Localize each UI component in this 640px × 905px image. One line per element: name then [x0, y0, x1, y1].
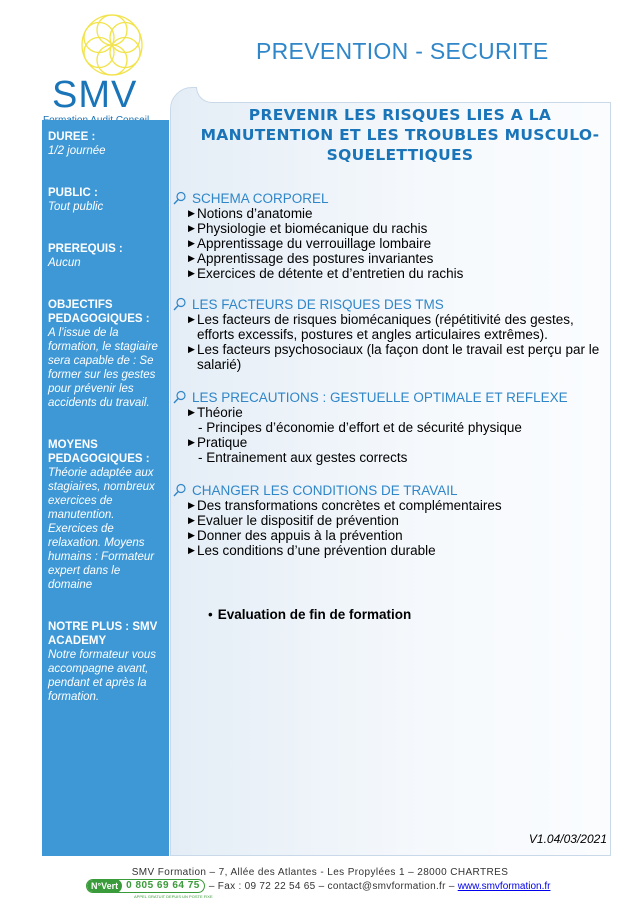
- sidebar-objectifs: [48, 298, 164, 410]
- list-item-text: Les facteurs de risques biomécaniques (répétitivité des gestes, efforts excessifs, postures et angles articulaires extrêmes).: [197, 312, 574, 342]
- footer-contact-line: [86, 879, 551, 899]
- list-item-text: Donner des appuis à la prévention: [197, 528, 403, 543]
- sidebar-duree: [48, 130, 164, 158]
- bullet-arrow-icon: ▶: [188, 515, 195, 525]
- document-version: V1.04/03/2021: [528, 832, 607, 846]
- list-item-text: Pratique: [197, 435, 248, 450]
- list-item: [172, 498, 604, 513]
- section-precautions: [172, 389, 604, 465]
- sidebar-moyens: [48, 438, 164, 592]
- bullet-arrow-icon: ▶: [188, 407, 195, 417]
- sidebar-label: OBJECTIFS PEDAGOGIQUES :: [48, 299, 150, 325]
- sidebar-value: Tout public: [48, 201, 104, 213]
- section-header: [172, 482, 604, 498]
- list-item: [172, 266, 604, 281]
- sidebar-label: PUBLIC :: [48, 187, 98, 199]
- list-item: [172, 236, 604, 251]
- bullet-arrow-icon: ▶: [188, 253, 195, 263]
- sidebar-value: 1/2 journée: [48, 145, 106, 157]
- website-link[interactable]: www.smvformation.fr: [457, 880, 551, 892]
- sidebar-value: Aucun: [48, 257, 81, 269]
- panel-tab-notch: [196, 87, 611, 103]
- evaluation-text: Evaluation de fin de formation: [217, 607, 412, 622]
- sidebar-value: A l’issue de la formation, le stagiaire sera capable de : Se former sur les gestes pour prévenir les accidents du travail.: [48, 327, 158, 409]
- list-item-text: Théorie: [197, 405, 243, 420]
- sidebar-label: DUREE :: [48, 131, 96, 143]
- section-conditions-travail: [172, 482, 604, 558]
- bullet-arrow-icon: ▶: [188, 314, 195, 324]
- list-item-text: Des transformations concrètes et complémentaires: [197, 498, 502, 513]
- sidebar-public: [48, 186, 164, 214]
- list-item: [172, 251, 604, 266]
- list-item: [172, 543, 604, 558]
- bullet-arrow-icon: ▶: [188, 238, 195, 248]
- nvert-number: 0 805 69 64 75: [126, 880, 200, 891]
- list-item-text: Evaluer le dispositif de prévention: [197, 513, 399, 528]
- info-sidebar: [42, 120, 169, 856]
- section-header: [172, 389, 604, 405]
- smv-logo: [40, 12, 180, 122]
- nvert-note: APPEL GRATUIT DEPUIS UN POSTE FIXE: [134, 894, 213, 899]
- magnifier-icon: [172, 191, 192, 205]
- nvert-label: N°Vert: [87, 879, 122, 893]
- course-title: PREVENIR LES RISQUES LIES A LA MANUTENTION ET LES TROUBLES MUSCULO-SQUELETTIQUES: [200, 106, 600, 164]
- list-item: [172, 405, 604, 420]
- bullet-arrow-icon: ▶: [188, 344, 195, 354]
- sidebar-label: PREREQUIS :: [48, 243, 123, 255]
- section-title: CHANGER LES CONDITIONS DE TRAVAIL: [192, 482, 458, 498]
- footer-address: SMV Formation – 7, Allée des Atlantes - Les Propylées 1 – 28000 CHARTRES: [131, 867, 509, 878]
- numero-vert-badge[interactable]: [86, 879, 205, 893]
- list-item: [172, 342, 604, 372]
- list-item: [172, 528, 604, 543]
- section-schema-corporel: [172, 190, 604, 281]
- sub-item: - Entrainement aux gestes corrects: [198, 450, 408, 465]
- sidebar-value: Notre formateur vous accompagne avant, pendant et après la formation.: [48, 649, 157, 703]
- sidebar-value: Théorie adaptée aux stagiaires, nombreux exercices de manutention. Exercices de relaxation. Moyens humains : Formateur expert dans le domaine: [48, 467, 155, 591]
- list-item: [172, 221, 604, 236]
- list-item: [172, 513, 604, 528]
- bullet-dot-icon: •: [208, 607, 213, 622]
- section-header: [172, 296, 604, 312]
- bullet-arrow-icon: ▶: [188, 223, 195, 233]
- bullet-arrow-icon: ▶: [188, 500, 195, 510]
- logo-text: SMV: [52, 74, 138, 116]
- section-header: [172, 190, 604, 206]
- section-title: LES PRECAUTIONS : GESTUELLE OPTIMALE ET REFLEXE: [192, 389, 568, 405]
- section-facteurs-risques: [172, 296, 604, 372]
- section-title: LES FACTEURS DE RISQUES DES TMS: [192, 296, 444, 312]
- sub-item: - Principes d’économie d’effort et de sécurité physique: [198, 420, 522, 435]
- magnifier-icon: [172, 390, 192, 404]
- magnifier-icon: [172, 483, 192, 497]
- list-item-text: Apprentissage des postures invariantes: [197, 251, 434, 266]
- footer-fax-email: – Fax : 09 72 22 54 65 – contact@smvformation.fr –: [208, 880, 455, 892]
- list-item: [172, 435, 604, 450]
- sidebar-label: NOTRE PLUS : SMV ACADEMY: [48, 621, 158, 647]
- list-item: [172, 312, 604, 342]
- list-item-text: Exercices de détente et d’entretien du rachis: [197, 266, 464, 281]
- list-item-text: Notions d’anatomie: [197, 206, 313, 221]
- section-title: SCHEMA CORPOREL: [192, 190, 329, 206]
- bullet-arrow-icon: ▶: [188, 437, 195, 447]
- sidebar-prerequis: [48, 242, 164, 270]
- list-item: [172, 206, 604, 221]
- logo-flower-icon: [72, 12, 152, 78]
- bullet-arrow-icon: ▶: [188, 208, 195, 218]
- list-item-text: Les facteurs psychosociaux (la façon dont le travail est perçu par le salarié): [197, 342, 600, 372]
- magnifier-icon: [172, 297, 192, 311]
- list-item-text: Apprentissage du verrouillage lombaire: [197, 236, 432, 251]
- bullet-arrow-icon: ▶: [188, 545, 195, 555]
- list-item-text: Les conditions d’une prévention durable: [197, 543, 436, 558]
- content-panel: [170, 87, 611, 856]
- page-title: PREVENTION - SECURITE: [256, 38, 549, 64]
- bullet-arrow-icon: ▶: [188, 530, 195, 540]
- list-item-text: Physiologie et biomécanique du rachis: [197, 221, 428, 236]
- bullet-arrow-icon: ▶: [188, 268, 195, 278]
- sidebar-notre-plus: [48, 620, 164, 704]
- sidebar-label: MOYENS PEDAGOGIQUES :: [48, 439, 150, 465]
- evaluation-note: [208, 607, 411, 622]
